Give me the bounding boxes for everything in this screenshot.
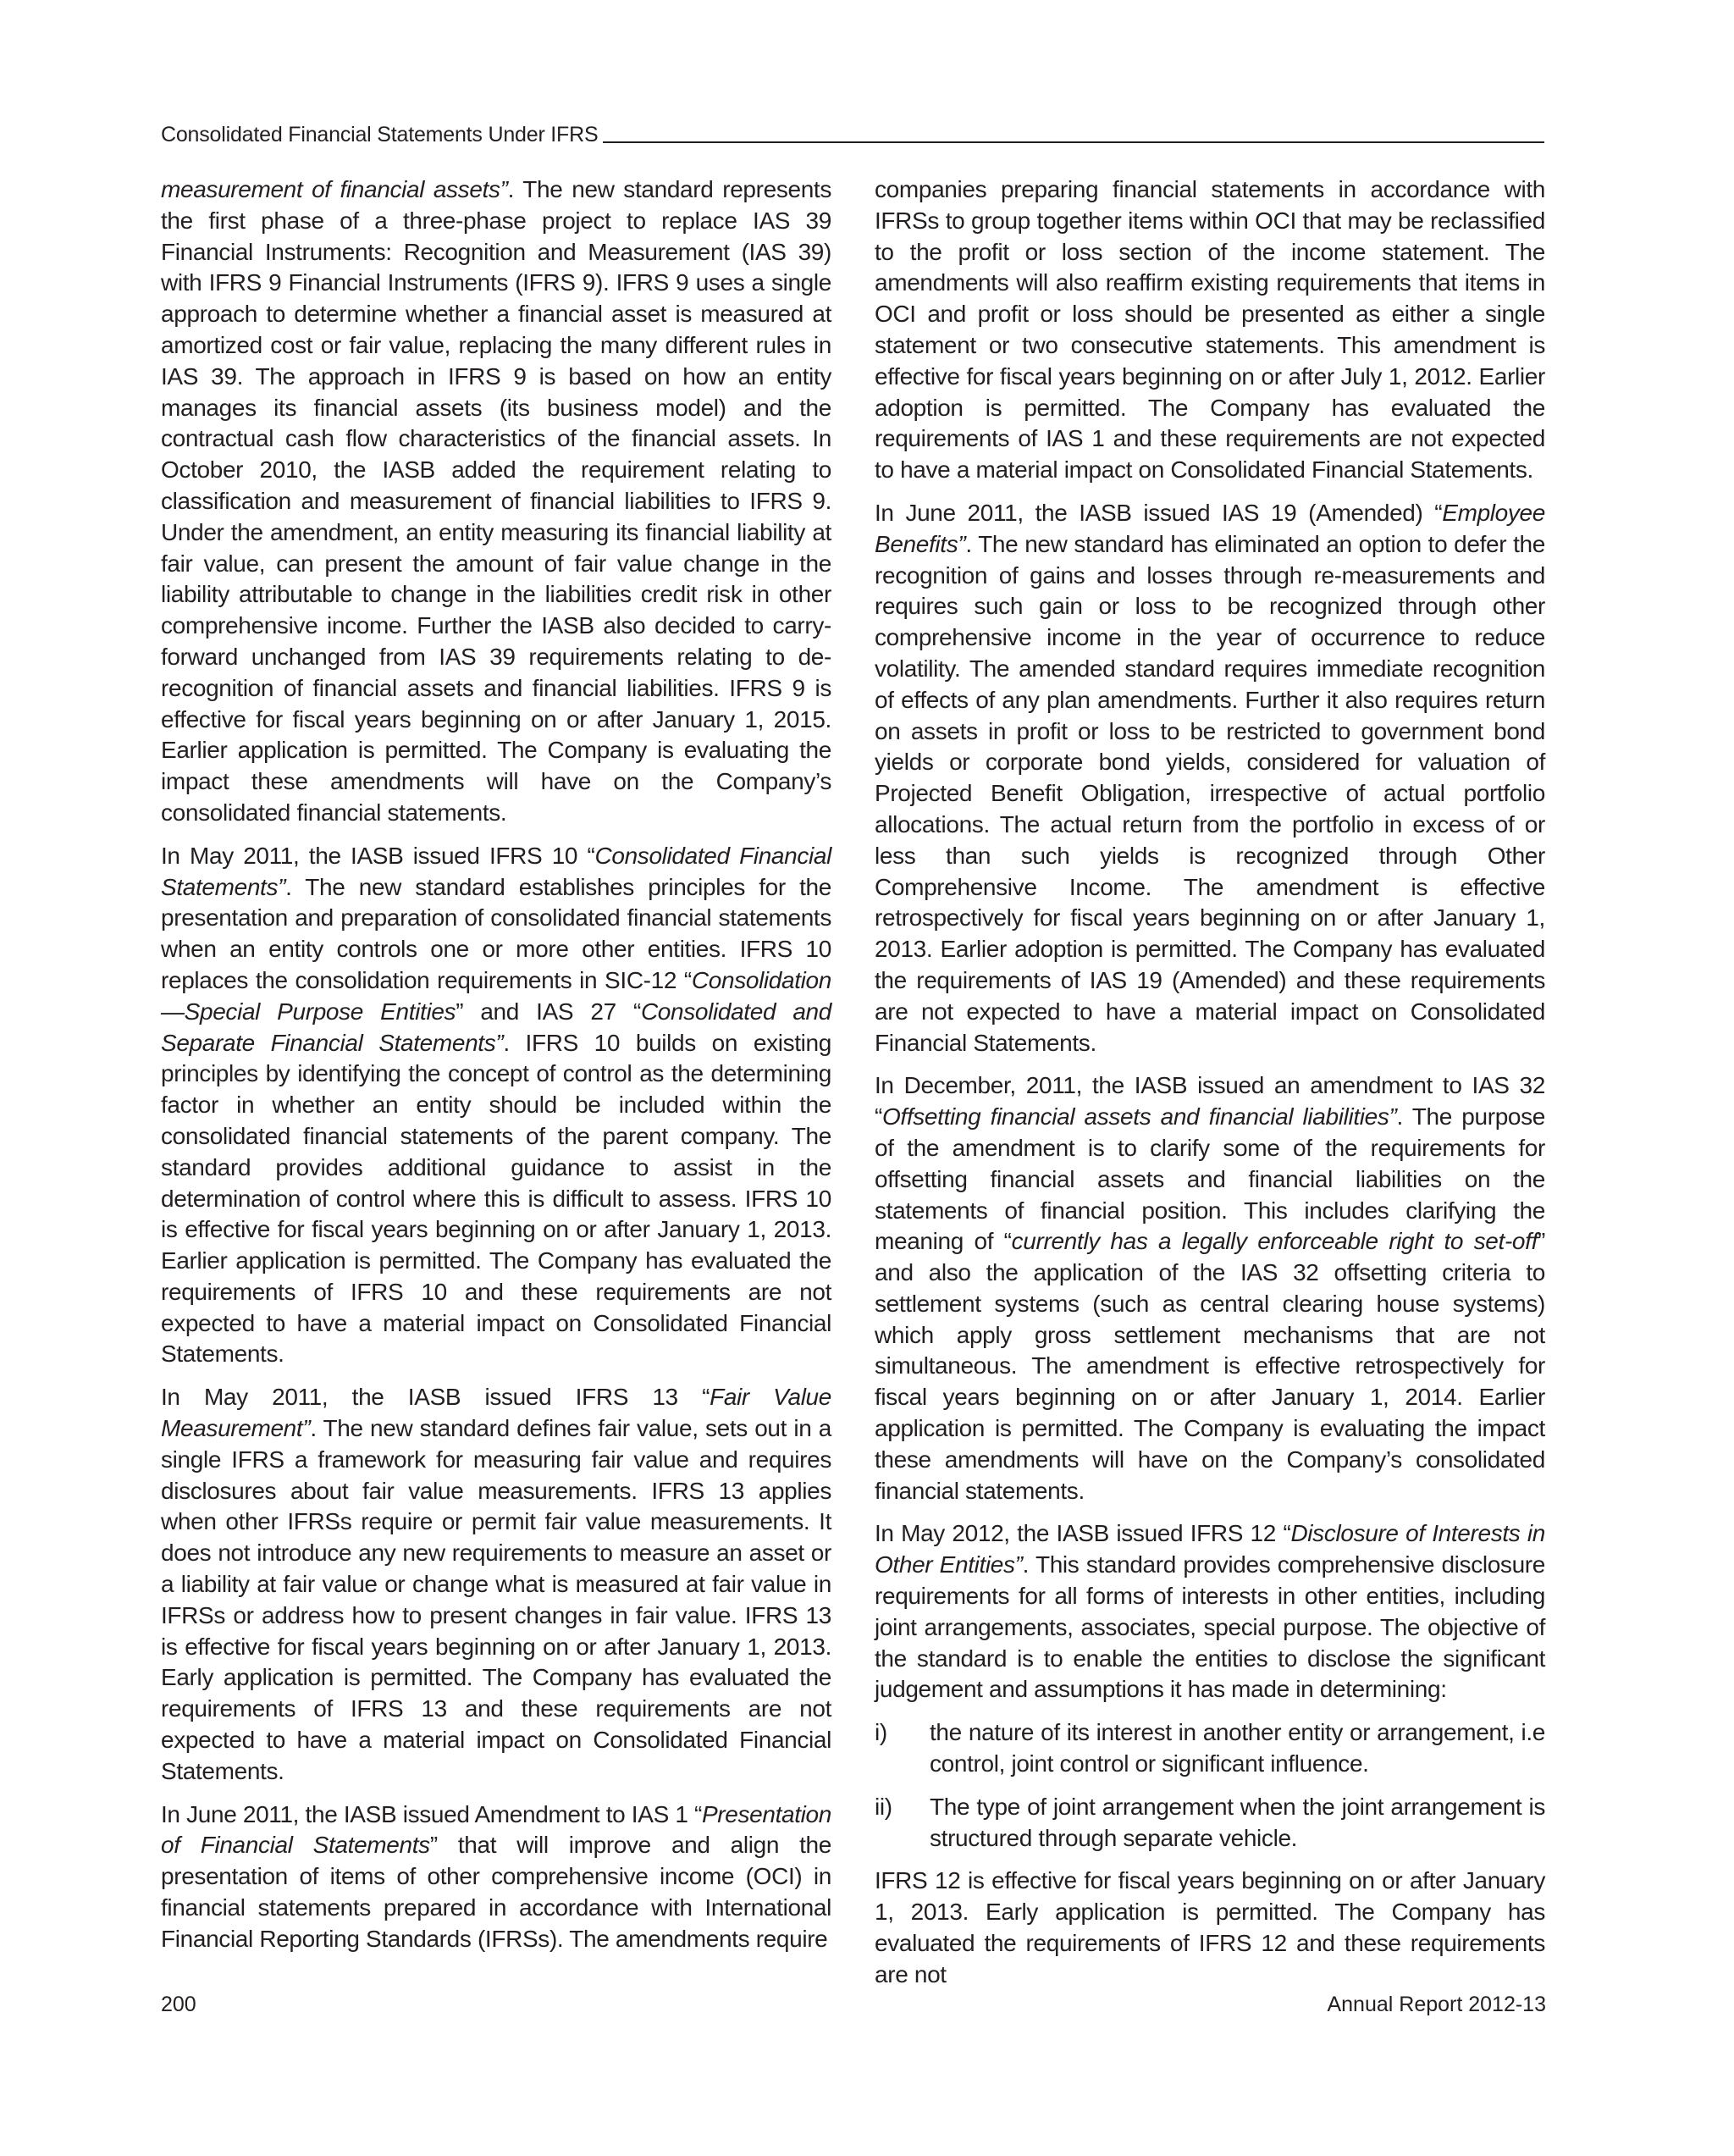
paragraph bbox=[161, 174, 831, 829]
italic-text: Fair Value Measurement” bbox=[161, 1384, 832, 1442]
text-run: IFRS 12 is effective for fiscal years beginning on or after January 1, 2013. Early application is permitted. The Company has evaluated the requirements of IFRS 12 and these requirements are not bbox=[875, 1867, 1545, 1987]
text-run: In May 2011, the IASB issued IFRS 13 “ bbox=[161, 1384, 710, 1411]
right-column bbox=[875, 174, 1546, 1987]
paragraph bbox=[875, 1866, 1545, 1990]
text-run: In May 2012, the IASB issued IFRS 12 “ bbox=[875, 1520, 1291, 1547]
left-column bbox=[161, 174, 832, 1952]
paragraph bbox=[875, 1518, 1545, 1705]
italic-text: Disclosure of Interests in Other Entities” bbox=[875, 1520, 1546, 1578]
text-run: In December, 2011, the IASB issued an amendment to IAS 32 “ bbox=[875, 1072, 1545, 1131]
italic-text: Offsetting financial assets and financial liabilities” bbox=[881, 1103, 1397, 1131]
paragraph bbox=[875, 174, 1545, 486]
text-run: In June 2011, the IASB issued IAS 19 (Amended) “ bbox=[875, 499, 1443, 526]
page-header bbox=[161, 122, 1544, 147]
header-rule bbox=[603, 141, 1544, 143]
header-title: Consolidated Financial Statements Under IFRS bbox=[161, 123, 599, 146]
italic-text: Consolidation—Special Purpose Entities bbox=[161, 966, 831, 1025]
text-run: . The purpose of the amendment is to clarify some of the requirements for offsetting financial assets and financial liabilities on the statements of financial position. This includes clarifying the meaning of “ bbox=[875, 1103, 1546, 1255]
paragraph bbox=[161, 841, 831, 1371]
text-run: the nature of its interest in another entity or arrangement, i.e control, joint control or significant influence. bbox=[930, 1719, 1545, 1777]
list-item-text bbox=[930, 1792, 1545, 1855]
text-run: . IFRS 10 builds on existing principles by identifying the concept of control as the determining factor in whether an entity should be included within the consolidated financial statements of the parent company. The standard provides additional guidance to assist in the determination of control where this is difficult to assess. IFRS 10 is effective for fiscal years beginning on or after January 1, 2013. Earlier application is permitted. The Company has evaluated the requirements of IFRS 10 and these requirements are not expected to have a material impact on Consolidated Financial Statements. bbox=[161, 1029, 831, 1368]
paragraph bbox=[875, 498, 1545, 1059]
text-run: ” and IAS 27 “ bbox=[456, 998, 641, 1025]
text-run: . This standard provides comprehensive disclosure requirements for all forms of interests in other entities, including joint arrangements, associates, special purpose. The objective of the standard is to enable the entities to disclose the significant judgement and assumptions it has made in determining: bbox=[875, 1551, 1546, 1703]
paragraph bbox=[875, 1717, 1545, 1780]
italic-text: Consolidated Financial Statements” bbox=[161, 842, 831, 900]
italic-text: Employee Benefits” bbox=[875, 499, 1545, 557]
list-marker: ii) bbox=[875, 1793, 892, 1820]
text-run: In May 2011, the IASB issued IFRS 10 “ bbox=[161, 842, 595, 869]
list-item-text bbox=[930, 1717, 1545, 1780]
text-run: The type of joint arrangement when the joint arrangement is structured through separate vehicle. bbox=[930, 1793, 1545, 1851]
text-run: . The new standard has eliminated an option to defer the recognition of gains and losses through re-measurements and requires such gain or loss to be recognized through other comprehensive income in the year of occurrence to reduce volatility. The amended standard requires immediate recognition of effects of any plan amendments. Further it also requires return on assets in profit or loss to be restricted to government bond yields or corporate bond yields, considered for valuation of Projected Benefit Obligation, irrespective of actual portfolio allocations. The actual return from the portfolio in excess of or less than such yields is recognized through Other Comprehensive Income. The amendment is effective retrospectively for fiscal years beginning on or after January 1, 2013. Earlier adoption is permitted. The Company has evaluated the requirements of IAS 19 (Amended) and these requirements are not expected to have a material impact on Consolidated Financial Statements. bbox=[875, 530, 1545, 1056]
text-run: ” and also the application of the IAS 32 offsetting criteria to settlement systems (such as central clearing house systems) which apply gross settlement mechanisms that are not simultaneous. The amendment is effective retrospectively for fiscal years beginning on or after January 1, 2014. Earlier application is permitted. The Company is evaluating the impact these amendments will have on the Company’s consolidated financial statements. bbox=[875, 1228, 1545, 1504]
italic-text: Presentation of Financial Statements bbox=[161, 1800, 831, 1859]
text-run: . The new standard defines fair value, sets out in a single IFRS a framework for measuring fair value and requires disclosures about fair value measurements. IFRS 13 applies when other IFRSs require or permit fair value measurements. It does not introduce any new requirements to measure an asset or a liability at fair value or change what is measured at fair value in IFRSs or address how to present changes in fair value. IFRS 13 is effective for fiscal years beginning on or after January 1, 2013. Early application is permitted. The Company has evaluated the requirements of IFRS 13 and these requirements are not expected to have a material impact on Consolidated Financial Statements. bbox=[161, 1415, 831, 1784]
list-marker: i) bbox=[875, 1719, 887, 1746]
text-run: In June 2011, the IASB issued Amendment to IAS 1 “ bbox=[161, 1800, 702, 1827]
text-run: ” that will improve and align the presentation of items of other comprehensive income (OCI) in financial statements prepared in accordance with International Financial Reporting Standards (IFRSs). The amendments require bbox=[161, 1832, 832, 1952]
paragraph bbox=[875, 1792, 1545, 1855]
paragraph bbox=[161, 1799, 831, 1955]
paragraph bbox=[161, 1382, 831, 1787]
italic-text: measurement of financial assets” bbox=[161, 176, 508, 202]
text-run: . The new standard represents the first phase of a three-phase project to replace IAS 39 Financial Instruments: Recognition and Measurement (IAS 39) with IFRS 9 Financial Instruments (IFRS 9). IFRS 9 uses a single approach to determine whether a financial asset is measured at amortized cost or fair value, replacing the many different rules in IAS 39. The approach in IFRS 9 is based on how an entity manages its financial assets (its business model) and the contractual cash flow characteristics of the financial assets. In October 2010, the IASB added the requirement relating to classification and measurement of financial liabilities to IFRS 9. Under the amendment, an entity measuring its financial liability at fair value, can present the amount of fair value change in the liability attributable to change in the liabilities credit risk in other comprehensive income. Further the IASB also decided to carry-forward unchanged from IAS 39 requirements relating to de-recognition of financial assets and financial liabilities. IFRS 9 is effective for fiscal years beginning on or after January 1, 2015. Earlier application is permitted. The Company is evaluating the impact these amendments will have on the Company’s consolidated financial statements. bbox=[161, 176, 832, 826]
text-run: companies preparing financial statements in accordance with IFRSs to group together items within OCI that may be reclassified to the profit or loss section of the income statement. The amendments will also reaffirm existing requirements that items in OCI and profit or loss should be presented as either a single statement or two consecutive statements. This amendment is effective for fiscal years beginning on or after July 1, 2012. Earlier adoption is permitted. The Company has evaluated the requirements of IAS 1 and these requirements are not expected to have a material impact on Consolidated Financial Statements. bbox=[875, 176, 1545, 484]
paragraph bbox=[875, 1070, 1545, 1506]
page-number: 200 bbox=[161, 1993, 196, 2016]
italic-text: currently has a legally enforceable right to set-off bbox=[1011, 1228, 1538, 1255]
italic-text: Consolidated and Separate Financial Statements” bbox=[161, 998, 831, 1056]
text-run: . The new standard establishes principles for the presentation and preparation of consolidated financial statements when an entity controls one or more other entities. IFRS 10 replaces the consolidation requirements in SIC-12 “ bbox=[161, 873, 831, 993]
report-title: Annual Report 2012-13 bbox=[1327, 1993, 1546, 2016]
